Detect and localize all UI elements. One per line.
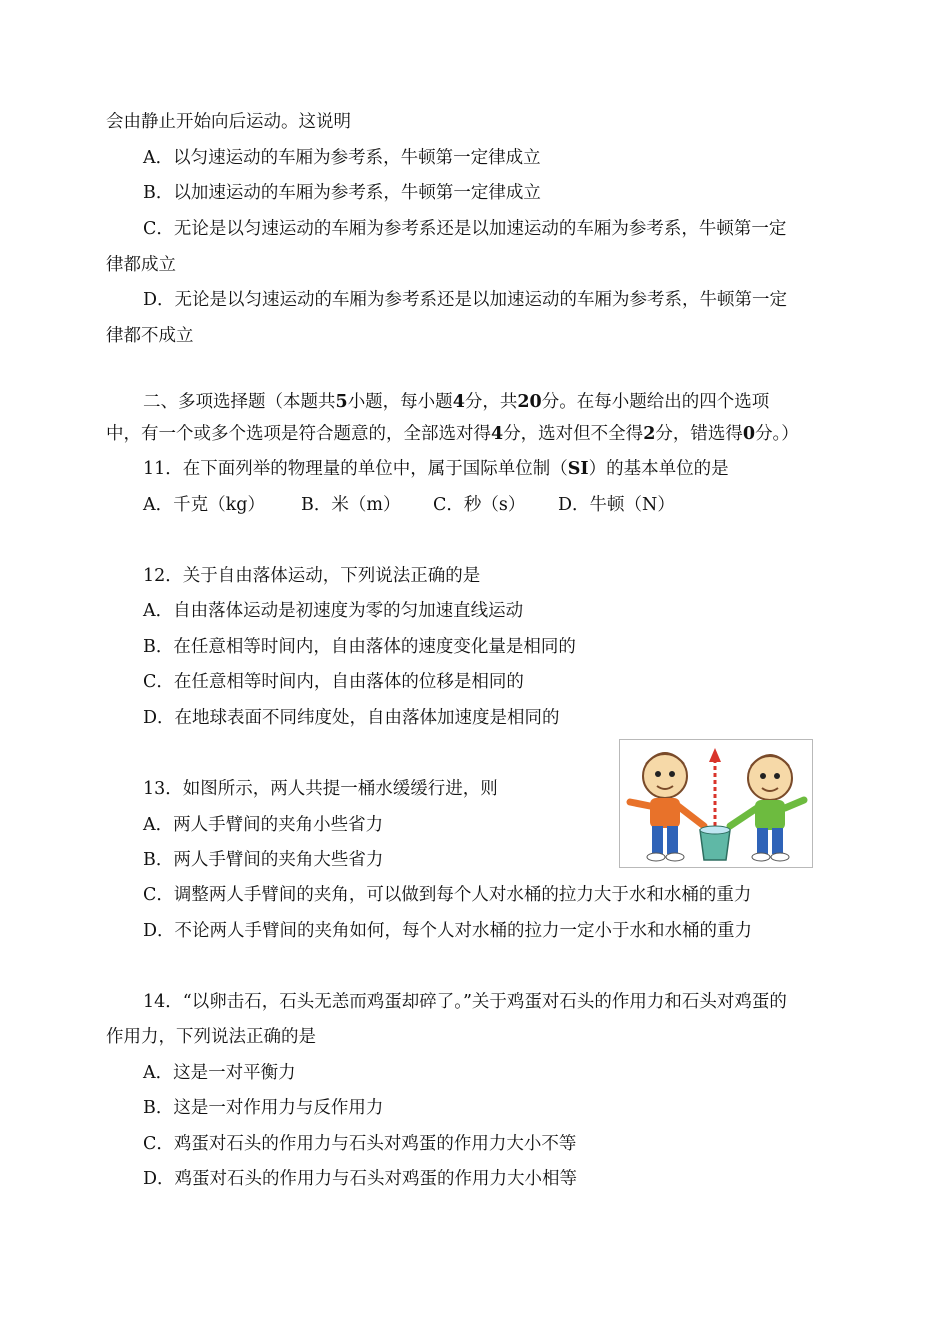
q11-stem: 11．在下面列举的物理量的单位中，属于国际单位制（SI）的基本单位的是 xyxy=(143,459,729,479)
right-person-shirt xyxy=(755,800,785,830)
section2-heading-line1: 二、多项选择题（本题共5小题，每小题4分，共20分。在每小题给出的四个选项 xyxy=(143,392,770,412)
section2-heading-line2: 中，有一个或多个选项是符合题意的，全部选对得4分，选对但不全得2分，错选得0分。） xyxy=(106,424,799,444)
q10-option-c-line1: C．无论是以匀速运动的车厢为参考系还是以加速运动的车厢为参考系，牛顿第一定 xyxy=(143,219,787,239)
q10-option-b: B．以加速运动的车厢为参考系，牛顿第一定律成立 xyxy=(143,183,541,203)
force-arrow-head xyxy=(709,748,721,762)
q14-option-d: D．鸡蛋对石头的作用力与石头对鸡蛋的作用力大小相等 xyxy=(143,1169,578,1189)
q14-stem-line2: 作用力，下列说法正确的是 xyxy=(106,1027,316,1047)
q12-option-a: A．自由落体运动是初速度为零的匀加速直线运动 xyxy=(143,601,524,621)
bucket-illustration-svg xyxy=(620,740,812,867)
two-people-carrying-bucket-illustration xyxy=(619,739,813,868)
q10-option-d-line2: 律都不成立 xyxy=(106,326,194,346)
q10-option-d-line1: D．无论是以匀速运动的车厢为参考系还是以加速运动的车厢为参考系，牛顿第一定 xyxy=(143,290,788,310)
q13-option-b: B．两人手臂间的夹角大些省力 xyxy=(143,850,384,870)
q10-option-c-line2: 律都成立 xyxy=(106,255,176,275)
q12-option-b: B．在任意相等时间内，自由落体的速度变化量是相同的 xyxy=(143,637,576,657)
q12-option-d: D．在地球表面不同纬度处，自由落体加速度是相同的 xyxy=(143,708,560,728)
q11-option-a: A．千克（kg） xyxy=(143,495,265,515)
q14-option-a: A．这是一对平衡力 xyxy=(143,1063,296,1083)
q11-option-d: D．牛顿（N） xyxy=(558,495,675,515)
q13-option-d: D．不论两人手臂间的夹角如何，每个人对水桶的拉力一定小于水和水桶的重力 xyxy=(143,921,753,941)
q10-option-a: A．以匀速运动的车厢为参考系，牛顿第一定律成立 xyxy=(143,148,541,168)
q12-option-c: C．在任意相等时间内，自由落体的位移是相同的 xyxy=(143,672,524,692)
q14-stem-line1: 14．“以卵击石，石头无恙而鸡蛋却碎了。”关于鸡蛋对石头的作用力和石头对鸡蛋的 xyxy=(143,992,787,1012)
q14-option-b: B．这是一对作用力与反作用力 xyxy=(143,1098,384,1118)
q11-options xyxy=(143,493,675,517)
q13-option-c: C．调整两人手臂间的夹角，可以做到每个人对水桶的拉力大于水和水桶的重力 xyxy=(143,885,752,905)
q12-stem: 12．关于自由落体运动，下列说法正确的是 xyxy=(143,566,481,586)
right-person-arm xyxy=(730,808,757,826)
q10-stem-tail: 会由静止开始向后运动。这说明 xyxy=(106,112,351,132)
q14-option-c: C．鸡蛋对石头的作用力与石头对鸡蛋的作用力大小不等 xyxy=(143,1134,577,1154)
q11-option-b: B．米（m） xyxy=(301,495,401,515)
q13-option-a: A．两人手臂间的夹角小些省力 xyxy=(143,815,384,835)
left-person-shirt xyxy=(650,798,680,828)
q11-option-c: C．秒（s） xyxy=(433,495,526,515)
left-person-arm xyxy=(678,806,704,826)
q13-stem: 13．如图所示，两人共提一桶水缓缓行进，则 xyxy=(143,779,498,799)
